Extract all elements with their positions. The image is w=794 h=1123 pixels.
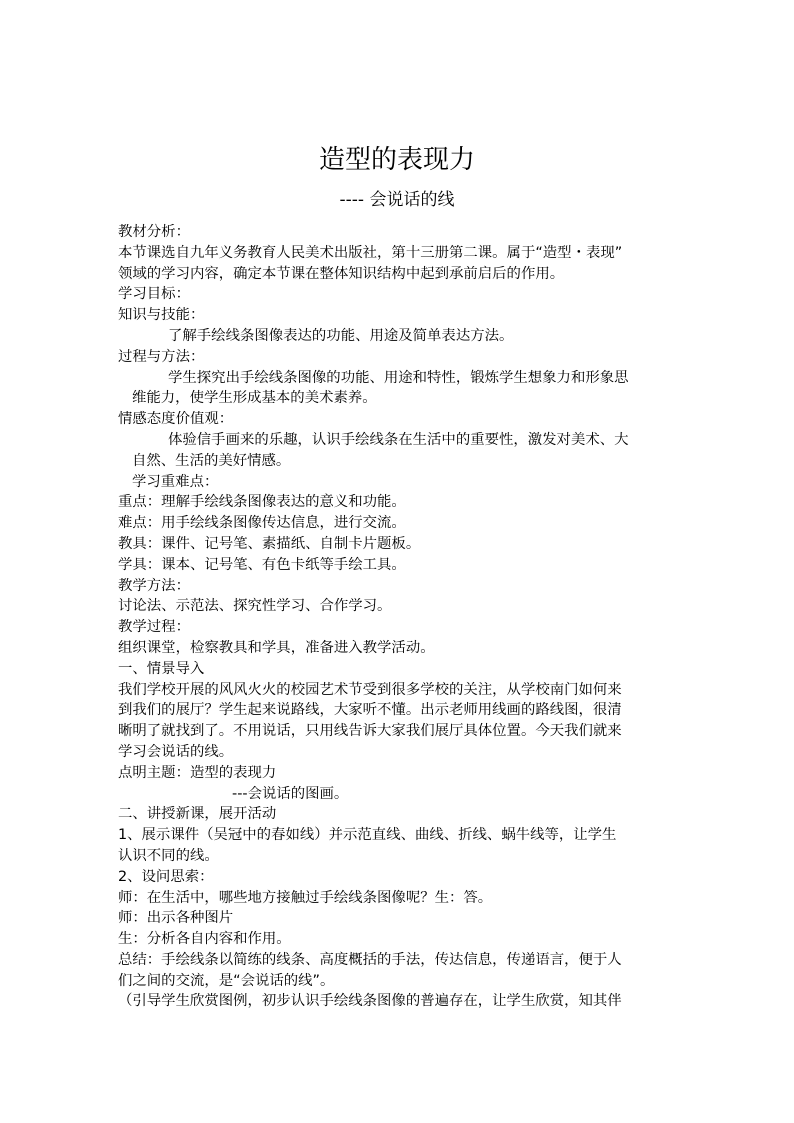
paragraph-line: 晰明了就找到了。不用说话，只用线告诉大家我们展厅具体位置。今天我们就来 — [118, 723, 622, 740]
paragraph-line: ---会说话的图画。 — [232, 785, 349, 802]
paragraph-line: 点明主题：造型的表现力 — [118, 764, 277, 781]
paragraph-line: 2、设问思索： — [118, 868, 214, 885]
section-heading: 一、情景导入 — [118, 660, 205, 677]
paragraph-line: 学习会说话的线。 — [118, 743, 234, 760]
paragraph-line: 组织课堂，检察教具和学具，准备进入教学活动。 — [118, 639, 435, 656]
section-heading: 二、讲授新课，展开活动 — [118, 806, 277, 823]
paragraph-line: （引导学生欣赏图例，初步认识手绘线条图像的普遍存在，让学生欣赏，知其伴 — [118, 993, 622, 1010]
paragraph-line: 体验信手画来的乐趣，认识手绘线条在生活中的重要性，激发对美术、大 — [168, 431, 629, 448]
paragraph-line: 讨论法、示范法、探究性学习、合作学习。 — [118, 598, 392, 615]
paragraph-line: 们之间的交流，是“会说话的线”。 — [118, 972, 335, 989]
paragraph-line: 到我们的展厅？学生起来说路线，大家听不懂。出示老师用线画的路线图，很清 — [118, 702, 622, 719]
paragraph-line: 领域的学习内容，确定本节课在整体知识结构中起到承前启后的作用。 — [118, 265, 565, 282]
subsection-heading: 知识与技能： — [118, 307, 205, 324]
paragraph-line: 维能力，使学生形成基本的美术素养。 — [132, 390, 377, 407]
document-subtitle: ---- 会说话的线 — [339, 190, 455, 210]
section-heading: 学习目标： — [118, 286, 190, 303]
section-heading: 学习重难点： — [132, 473, 219, 490]
paragraph-line: 总结：手绘线条以简练的线条、高度概括的手法，传达信息，传递语言，便于人 — [118, 951, 622, 968]
paragraph-line: 师：出示各种图片 — [118, 910, 234, 927]
paragraph-line: 自然、生活的美好情感。 — [132, 452, 291, 469]
paragraph-line: 学具：课本、记号笔、有色卡纸等手绘工具。 — [118, 556, 406, 573]
paragraph-line: 师：在生活中，哪些地方接触过手绘线条图像呢？生：答。 — [118, 889, 493, 906]
paragraph-line: 了解手绘线条图像表达的功能、用途及简单表达方法。 — [168, 327, 514, 344]
paragraph-line: 我们学校开展的风风火火的校园艺术节受到很多学校的关注，从学校南门如何来 — [118, 681, 622, 698]
paragraph-line: 教具：课件、记号笔、素描纸、自制卡片题板。 — [118, 535, 421, 552]
paragraph-line: 1、展示课件（吴冠中的春如线）并示范直线、曲线、折线、蜗牛线等，让学生 — [118, 827, 617, 844]
paragraph-line: 认识不同的线。 — [118, 847, 219, 864]
section-heading: 教学方法： — [118, 577, 190, 594]
paragraph-line: 重点：理解手绘线条图像表达的意义和功能。 — [118, 494, 406, 511]
paragraph-line: 难点：用手绘线条图像传达信息，进行交流。 — [118, 515, 406, 532]
subsection-heading: 过程与方法： — [118, 348, 205, 365]
paragraph-line: 本节课选自九年义务教育人民美术出版社，第十三册第二课。属于“造型・表现” — [118, 244, 623, 261]
subsection-heading: 情感态度价值观： — [118, 411, 234, 428]
section-heading: 教材分析： — [118, 224, 190, 240]
document-title: 造型的表现力 — [318, 145, 475, 175]
paragraph-line: 学生探究出手绘线条图像的功能、用途和特性，锻炼学生想象力和形象思 — [168, 369, 629, 386]
paragraph-line: 生：分析各自内容和作用。 — [118, 931, 291, 948]
section-heading: 教学过程： — [118, 619, 190, 636]
document-body — [118, 222, 678, 1012]
